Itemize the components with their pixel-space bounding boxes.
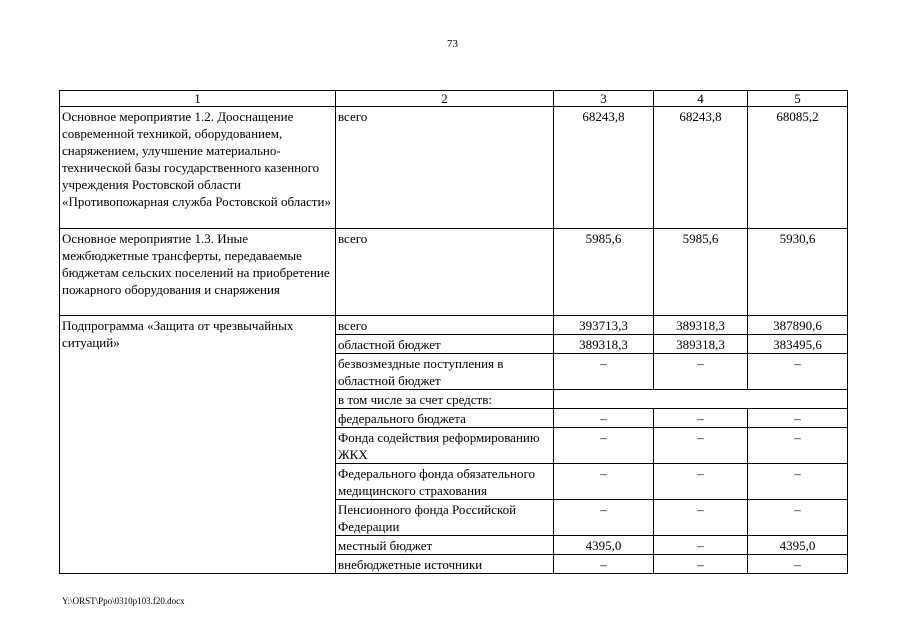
value-cell: 4395,0	[748, 536, 848, 555]
empty-value-span	[554, 390, 848, 409]
source-cell: в том числе за счет средств:	[336, 390, 554, 409]
value-cell: –	[748, 555, 848, 574]
value-cell: 68243,8	[554, 107, 654, 229]
source-cell: всего	[336, 229, 554, 316]
value-cell: –	[654, 409, 748, 428]
value-cell: 5985,6	[554, 229, 654, 316]
source-cell: областной бюджет	[336, 335, 554, 354]
value-cell: –	[554, 428, 654, 464]
value-cell: –	[654, 354, 748, 390]
table-row	[60, 107, 848, 229]
source-cell: местный бюджет	[336, 536, 554, 555]
source-cell: Фонда содействия реформированию ЖКХ	[336, 428, 554, 464]
budget-table	[59, 90, 848, 574]
value-cell: –	[554, 464, 654, 500]
value-cell: –	[654, 536, 748, 555]
value-cell: –	[554, 354, 654, 390]
value-cell: –	[748, 409, 848, 428]
value-cell: –	[654, 464, 748, 500]
source-cell: Федерального фонда обязательного медицинского страхования	[336, 464, 554, 500]
value-cell: –	[748, 428, 848, 464]
value-cell: 5930,6	[748, 229, 848, 316]
value-cell: –	[654, 500, 748, 536]
footer-file-path: Y:\ORST\Ppo\0310p103.f20.docx	[62, 596, 185, 606]
value-cell: 5985,6	[654, 229, 748, 316]
value-cell: –	[748, 464, 848, 500]
column-header-1: 1	[60, 91, 336, 107]
source-cell: Пенсионного фонда Российской Федерации	[336, 500, 554, 536]
source-cell: всего	[336, 107, 554, 229]
value-cell: 387890,6	[748, 316, 848, 335]
value-cell: 389318,3	[654, 316, 748, 335]
subprogram-title-cell: Подпрограмма «Защита от чрезвычайных ситуаций»	[60, 316, 336, 574]
value-cell: –	[748, 500, 848, 536]
value-cell: 393713,3	[554, 316, 654, 335]
value-cell: –	[748, 354, 848, 390]
value-cell: –	[554, 555, 654, 574]
value-cell: 389318,3	[554, 335, 654, 354]
value-cell: 383495,6	[748, 335, 848, 354]
column-header-5: 5	[748, 91, 848, 107]
column-header-4: 4	[654, 91, 748, 107]
value-cell: –	[654, 555, 748, 574]
source-cell: всего	[336, 316, 554, 335]
column-header-2: 2	[336, 91, 554, 107]
activity-cell: Основное мероприятие 1.3. Иные межбюджетные трансферты, передаваемые бюджетам сельских поселений на приобретение пожарного оборудования и снаряжения	[60, 229, 336, 316]
page-number: 73	[447, 38, 458, 50]
value-cell: 68243,8	[654, 107, 748, 229]
source-cell: федерального бюджета	[336, 409, 554, 428]
source-cell: внебюджетные источники	[336, 555, 554, 574]
activity-cell: Основное мероприятие 1.2. Дооснащение современной техникой, оборудованием, снаряжением, улучшение материально-технической базы государственного казенного учреждения Ростовской области «Противопожарная служба Ростовской области»	[60, 107, 336, 229]
source-cell: безвозмездные поступления в областной бюджет	[336, 354, 554, 390]
table-header-row	[60, 91, 848, 107]
table-row	[60, 316, 848, 335]
value-cell: –	[554, 409, 654, 428]
value-cell: 389318,3	[654, 335, 748, 354]
value-cell: 68085,2	[748, 107, 848, 229]
value-cell: –	[554, 500, 654, 536]
column-header-3: 3	[554, 91, 654, 107]
value-cell: –	[654, 428, 748, 464]
value-cell: 4395,0	[554, 536, 654, 555]
table-row	[60, 229, 848, 316]
